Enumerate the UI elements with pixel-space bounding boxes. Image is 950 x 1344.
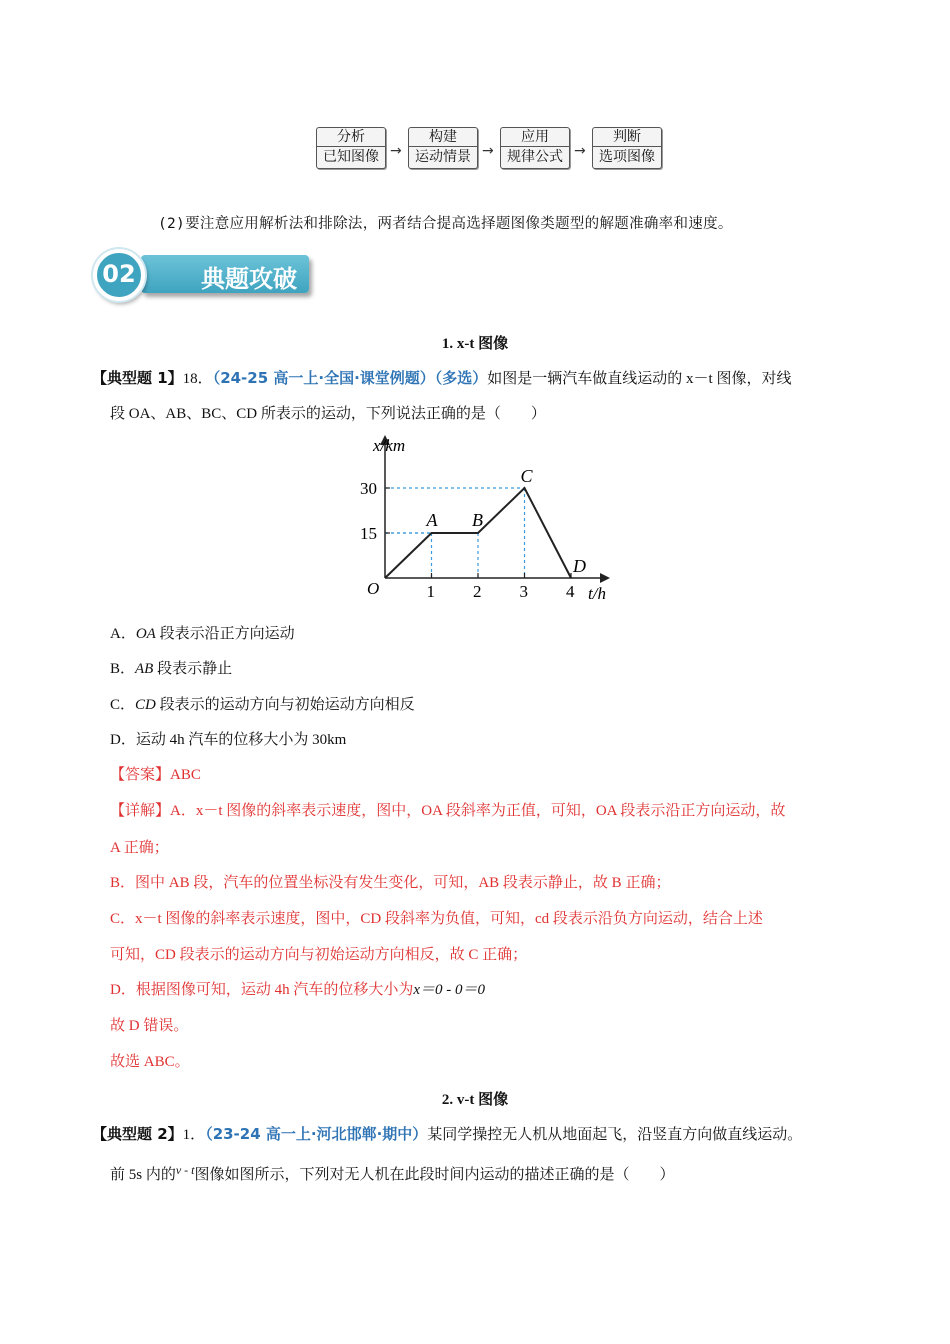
section-title-xt: 1. x-t 图像 — [441, 336, 509, 352]
x-tick-label: 2 — [473, 582, 482, 601]
option-b-prefix: B． — [110, 661, 136, 677]
option-b-segment: AB — [135, 661, 154, 677]
explanation-line8: 故选 ABC。 — [110, 1054, 190, 1070]
flow-box-apply — [500, 127, 570, 169]
point-label-D: D — [573, 556, 586, 576]
explanation-line7: 故 D 错误。 — [110, 1018, 189, 1034]
q1-line1 — [92, 368, 791, 389]
arrow-right-icon: → — [574, 143, 586, 159]
option-d[interactable]: D．运动 4h 汽车的位移大小为 30km — [110, 732, 347, 748]
explanation-line3: B．图中 AB 段，汽车的位置坐标没有发生变化，可知，AB 段表示静止，故 B 正确； — [110, 875, 671, 891]
x-tick-label: 3 — [519, 582, 528, 601]
option-c-prefix: C． — [110, 697, 136, 713]
x-tick-label: 1 — [426, 582, 435, 601]
y-tick-label: 30 — [360, 479, 377, 498]
option-a-prefix: A． — [110, 626, 136, 642]
flow-box-judge — [592, 127, 662, 169]
option-a[interactable] — [110, 624, 295, 644]
origin-label: O — [367, 579, 380, 598]
flow-diagram — [316, 127, 666, 171]
q1-stem1: 如图是一辆汽车做直线运动的 x－t 图像，对线 — [487, 371, 792, 387]
option-a-segment: OA — [135, 626, 156, 642]
flow-box-bottom: 已知图像 — [323, 149, 379, 165]
option-c[interactable] — [110, 695, 415, 715]
q2-number: 1． — [182, 1127, 206, 1143]
flow-box-bottom: 选项图像 — [599, 149, 655, 165]
y-axis-label: x/km — [373, 436, 406, 455]
q2-line2 — [110, 1160, 675, 1185]
arrow-right-icon: → — [390, 143, 402, 159]
option-c-text: 段表示的运动方向与初始运动方向相反 — [155, 697, 415, 713]
flow-box-analyze — [316, 127, 386, 169]
q1-line2: 段 OA、AB、BC、CD 所表示的运动，下列说法正确的是（ ） — [110, 406, 546, 422]
banner-title: 典题攻破 — [201, 265, 297, 293]
banner-number: 02 — [102, 260, 136, 288]
q2-vt-symbol: v - t — [175, 1163, 195, 1177]
flow-box-top: 构建 — [409, 128, 477, 147]
flow-box-top: 分析 — [317, 128, 385, 147]
q2-line1 — [92, 1124, 802, 1145]
displacement-formula: x＝0 - 0＝0 — [413, 982, 485, 998]
answer: 【答案】ABC — [110, 767, 201, 783]
q1-number: 18． — [182, 371, 213, 387]
q1-source: （24-25 高一上·全国·课堂例题）（多选） — [212, 369, 488, 387]
q2-source: （23-24 高一上·河北邯郸·期中） — [205, 1125, 428, 1143]
x-axis-label: t/h — [588, 584, 606, 603]
xt-graph — [355, 433, 615, 608]
explanation-line2: A 正确； — [110, 840, 169, 856]
point-label-B: B — [472, 510, 483, 530]
explanation-line4: C．x－t 图像的斜率表示速度，图中，CD 段斜率为负值，可知，cd 段表示沿负方向运动，结合上述 — [110, 911, 763, 927]
explanation-line1: 【详解】A．x－t 图像的斜率表示速度，图中，OA 段斜率为正值，可知，OA 段表示沿正方向运动，故 — [110, 803, 786, 819]
q2-stem2a: 前 5s 内的 — [110, 1167, 176, 1183]
explanation-line5: 可知，CD 段表示的运动方向与初始运动方向相反，故 C 正确； — [110, 947, 528, 963]
x-tick-label: 4 — [566, 582, 575, 601]
banner-number-circle — [93, 249, 145, 301]
q2-stem1: 某同学操控无人机从地面起飞，沿竖直方向做直线运动。 — [427, 1127, 803, 1143]
flow-box-build — [408, 127, 478, 169]
q2-label: 【典型题 2】 — [92, 1125, 183, 1143]
flow-box-bottom: 运动情景 — [415, 149, 471, 165]
y-tick-label: 15 — [360, 524, 377, 543]
x-axis-arrow-icon — [600, 573, 610, 583]
option-b-text: 段表示静止 — [153, 661, 233, 677]
flow-box-bottom: 规律公式 — [507, 149, 563, 165]
point-label-C: C — [520, 466, 533, 486]
option-a-text: 段表示沿正方向运动 — [155, 626, 295, 642]
arrow-right-icon: → — [482, 143, 494, 159]
option-c-segment: CD — [135, 697, 156, 713]
explanation-line6-text: D．根据图像可知，运动 4h 汽车的位移大小为 — [110, 982, 414, 998]
flow-box-top: 应用 — [501, 128, 569, 147]
q1-label: 【典型题 1】 — [92, 369, 183, 387]
explanation-line6 — [110, 980, 485, 1000]
option-b[interactable] — [110, 659, 232, 679]
banner-bar — [141, 255, 309, 293]
flow-box-top: 判断 — [593, 128, 661, 147]
point-label-A: A — [426, 510, 438, 530]
section-title-vt: 2. v-t 图像 — [441, 1092, 509, 1108]
q2-stem2c: 图像如图所示，下列对无人机在此段时间内运动的描述正确的是（ ） — [194, 1167, 675, 1183]
section-banner — [93, 249, 315, 305]
method-note: (2)要注意应用解析法和排除法，两者结合提高选择题图像类题型的解题准确率和速度。 — [158, 216, 733, 232]
